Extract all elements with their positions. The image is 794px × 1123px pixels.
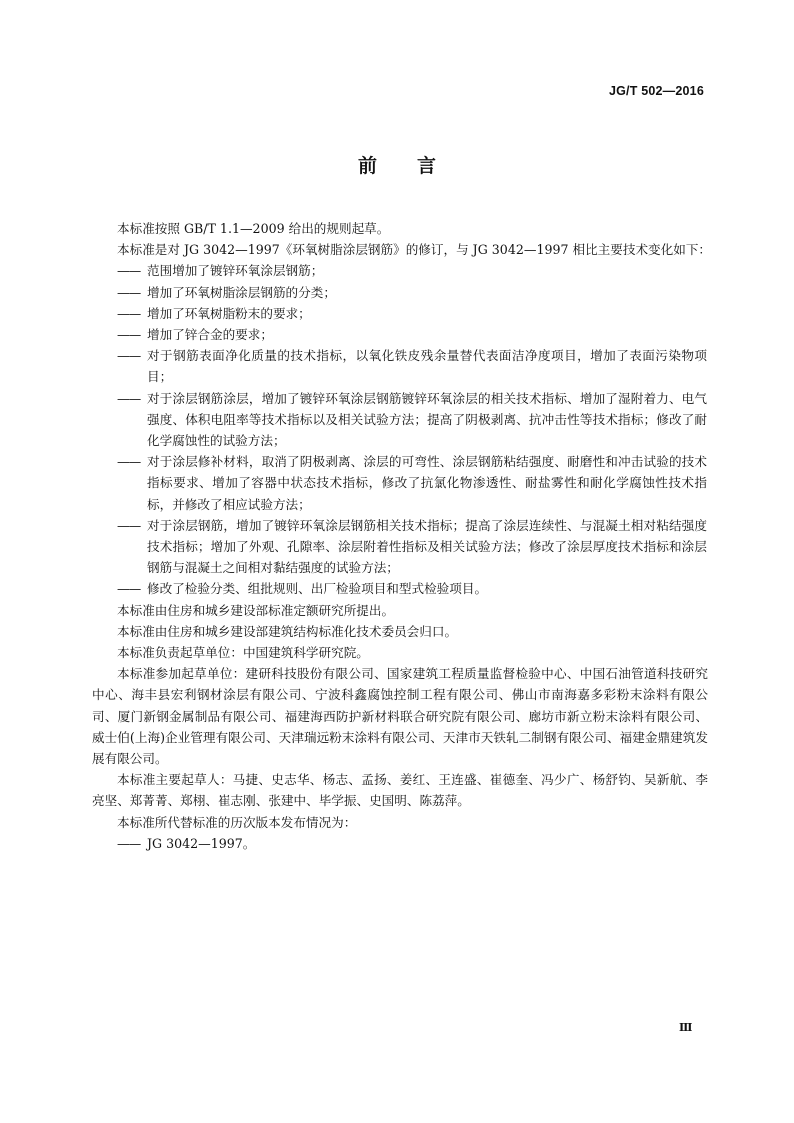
dash-marker: —— bbox=[117, 284, 141, 300]
participants-wrap bbox=[92, 663, 708, 811]
change-item-text: 增加了环氧树脂粉末的要求； bbox=[147, 305, 311, 321]
para-participating-units: 本标准参加起草单位：建研科技股份有限公司、国家建筑工程质量监督检验中心、中国石油管道科技研究中心、海丰县宏利钢材涂层有限公司、宁波科鑫腐蚀控制工程有限公司、佛山市南海嘉多彩粉末涂料有限公司、厦门新钢金属制品有限公司、福建海西防护新材料联合研究院有限公司、廊坊市新立粉末涂料有限公司、威士伯(上海)企业管理有限公司、天津瑞远粉末涂料有限公司、天津市天铁轧二制钢有限公司、福建金鼎建筑发展有限公司。 bbox=[92, 666, 708, 767]
change-item-text: 修改了检验分类、组批规则、出厂检验项目和型式检验项目。 bbox=[147, 581, 488, 597]
change-item bbox=[117, 260, 707, 281]
para-proposer: 本标准由住房和城乡建设部标准定额研究所提出。 bbox=[117, 602, 395, 618]
para-drafting-rules: 本标准按照 GB/T 1.1—2009 给出的规则起草。 bbox=[117, 221, 390, 236]
change-item bbox=[117, 515, 707, 579]
dash-marker: —— bbox=[117, 263, 141, 279]
change-item-text: 范围增加了镀锌环氧涂层钢筋； bbox=[147, 263, 324, 279]
change-item-text: 对于涂层钢筋，增加了镀锌环氧涂层钢筋相关技术指标；提高了涂层连续性、与混凝土相对粘结强度技术指标；增加了外观、孔隙率、涂层附着性指标及相关试验方法；修改了涂层厚度技术指标和涂层钢筋与混凝土之间相对黏结强度的试验方法； bbox=[147, 517, 707, 576]
change-item bbox=[117, 451, 707, 515]
dash-marker: —— bbox=[117, 454, 141, 470]
change-item-text: 对于涂层钢筋涂层，增加了镀锌环氧涂层钢筋镀锌环氧涂层的相关技术指标、增加了湿附着力、电气强度、体积电阻率等技术指标以及相关试验方法；提高了阴极剥离、抗冲击性等技术指标；修改了耐化学腐蚀性的试验方法； bbox=[147, 390, 707, 449]
dash-marker: —— bbox=[117, 390, 141, 406]
para-lead-drafter: 本标准负责起草单位：中国建筑科学研究院。 bbox=[117, 645, 369, 661]
dash-marker: —— bbox=[117, 348, 141, 364]
para-history-intro: 本标准所代替标准的历次版本发布情况为： bbox=[117, 814, 357, 830]
change-item bbox=[117, 578, 707, 599]
foreword-body bbox=[92, 218, 712, 854]
page-title: 前言 bbox=[357, 155, 476, 177]
change-item bbox=[117, 282, 707, 303]
page-number: Ⅲ bbox=[679, 1021, 693, 1034]
dash-marker: —— bbox=[117, 305, 141, 321]
change-item-text: 增加了锌合金的要求； bbox=[147, 327, 273, 343]
dash-marker: —— bbox=[117, 517, 141, 533]
change-item bbox=[117, 388, 707, 452]
change-item-text: 对于涂层修补材料，取消了阴极剥离、涂层的可弯性、涂层钢筋粘结强度、耐磨性和冲击试验的技术指标要求、增加了容器中状态技术指标，修改了抗氯化物渗透性、耐盐雾性和耐化学腐蚀性技术指标，并修改了相应试验方法； bbox=[147, 454, 707, 512]
dash-marker: —— bbox=[117, 581, 141, 597]
change-item bbox=[117, 303, 707, 324]
change-item-text: 增加了环氧树脂涂层钢筋的分类； bbox=[147, 284, 336, 300]
change-item bbox=[117, 324, 707, 345]
para-main-drafters: 本标准主要起草人：马捷、史志华、杨志、孟扬、姜红、王连盛、崔德奎、冯少广、杨舒钧、吴新航、李亮坚、郑菁菁、郑栩、崔志刚、张建中、毕学振、史国明、陈荔萍。 bbox=[92, 772, 708, 809]
para-revision-intro: 本标准是对 JG 3042—1997《环氧树脂涂层钢筋》的修订，与 JG 3042—1997 相比主要技术变化如下： bbox=[117, 242, 712, 258]
history-item-text: JG 3042—1997。 bbox=[147, 835, 256, 851]
change-item bbox=[117, 345, 707, 387]
dash-marker: —— bbox=[117, 835, 141, 851]
standard-code: JG/T 502—2016 bbox=[608, 84, 704, 98]
para-administrator: 本标准由住房和城乡建设部建筑结构标准化技术委员会归口。 bbox=[117, 623, 458, 639]
dash-marker: —— bbox=[117, 327, 141, 343]
change-item-text: 对于钢筋表面净化质量的技术指标，以氧化铁皮残余量替代表面洁净度项目，增加了表面污染物项目； bbox=[147, 348, 707, 385]
history-item bbox=[117, 833, 707, 854]
